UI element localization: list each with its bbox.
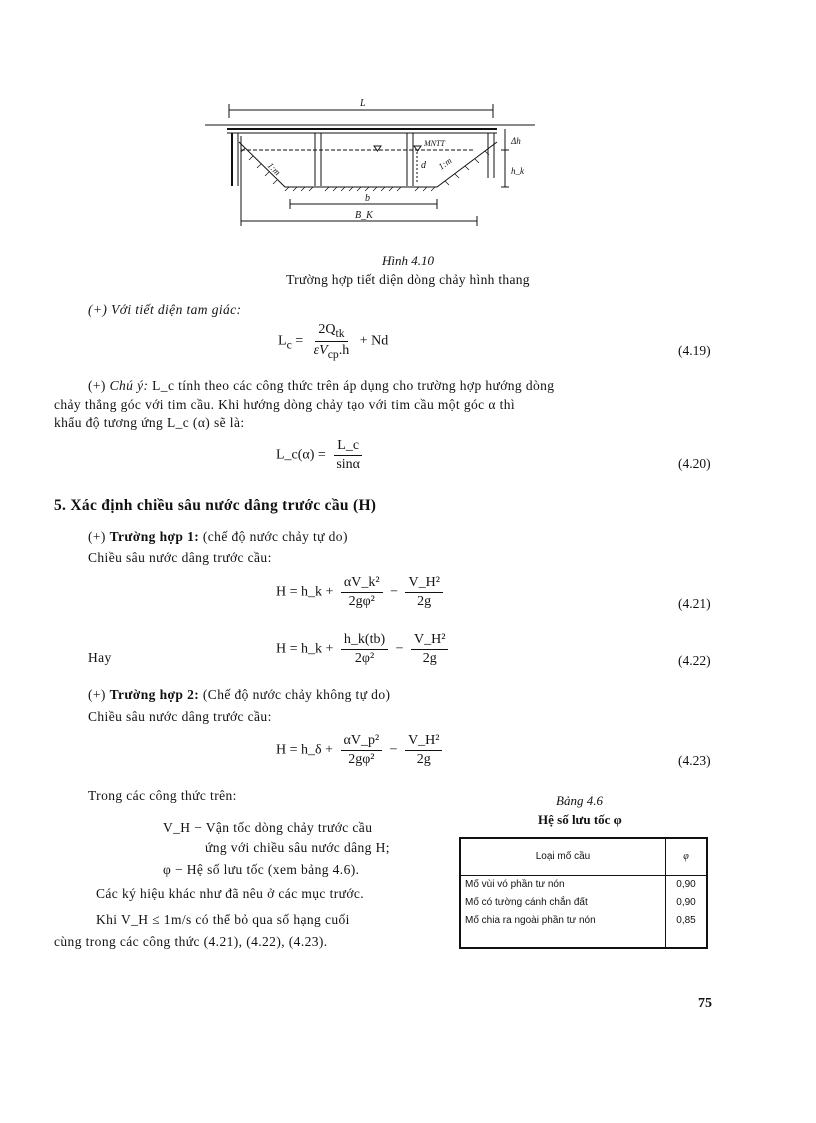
equation-number: (4.23): [678, 753, 711, 768]
legend-other: Các ký hiệu khác như đã nêu ở các mục trước.: [96, 886, 365, 901]
triangle-intro: (+) Với tiết diện tam giác:: [88, 302, 242, 317]
label-d: d: [421, 160, 426, 171]
label-slope-right: 1:m: [436, 155, 454, 172]
coefficient-table: [459, 837, 708, 949]
page-number: 75: [698, 996, 712, 1011]
label-mntt: MNTT: [424, 139, 445, 148]
table-title: Hệ số lưu tốc φ: [538, 812, 622, 827]
equation-number: (4.21): [678, 596, 711, 611]
label-hk: h_k: [511, 166, 524, 176]
label-slope-left: 1:m: [265, 160, 283, 178]
table-row: Mố vùi vó phần tư nón 0,90: [461, 875, 706, 893]
equation-4-19: $L_c$ = $\frac{2Q_{tk}}{\varepsilon V_{cp}.h}$ + Nd: [278, 322, 389, 361]
case-2-heading: (+) Trường hợp 2: (Chế độ nước chảy không tự do): [88, 687, 391, 702]
equation-4-20: L_c(α) = $\frac{L\_c}{\sin\alpha}$: [276, 438, 367, 473]
hay-label: Hay: [88, 650, 112, 665]
table-header-phi: φ: [666, 839, 707, 875]
label-b: b: [365, 193, 370, 204]
case-2-intro: Chiều sâu nước dâng trước cầu:: [88, 709, 272, 724]
table-row: Mố chia ra ngoài phần tư nón 0,85: [461, 911, 706, 929]
case-1-intro: Chiều sâu nước dâng trước cầu:: [88, 550, 272, 565]
figure-caption-text: Trường hợp tiết diện dòng chảy hình thang: [286, 272, 530, 287]
figure-caption-number: Hình 4.10: [382, 253, 434, 268]
legend-khi-line-1: Khi V_H ≤ 1m/s có thể bỏ qua số hạng cuối: [96, 912, 350, 927]
equation-number: (4.22): [678, 653, 711, 668]
section-5-title: 5. Xác định chiều sâu nước dâng trước cầu (H): [54, 497, 377, 514]
legend-intro: Trong các công thức trên:: [88, 788, 237, 803]
case-1-heading: (+) Trường hợp 1: (chế độ nước chảy tự do): [88, 529, 348, 544]
table-row: Mố có tường cánh chắn đất 0,90: [461, 893, 706, 911]
label-delta-h: Δh: [511, 136, 521, 146]
label-L: L: [360, 98, 366, 109]
legend-phi-line: φ − Hệ số lưu tốc (xem bảng 4.6).: [163, 862, 360, 877]
note-line-1: (+) Chú ý: L_c tính theo các công thức trên áp dụng cho trường hợp hướng dòng: [88, 378, 555, 393]
trapezoid-channel-figure: [205, 96, 535, 236]
note-line-2: chảy thẳng góc với tim cầu. Khi hướng dòng chảy tạo với tim cầu một góc α thì: [54, 397, 516, 412]
equation-4-22: H = h_k + $\frac{h\_k(tb)}{\text{2φ²}}$ − $\frac{\text{V\_H²}}{2g}$: [276, 632, 452, 667]
note-line-3: khẩu độ tương ứng L_c (α) sẽ là:: [54, 415, 245, 430]
equation-4-21: H = h_k + $\frac{\text{αV\_k²}}{\text{2gφ²}}$ − $\frac{\text{V\_H²}}{2g}$: [276, 575, 447, 610]
legend-khi-line-2: cùng trong các công thức (4.21), (4.22), (4.23).: [54, 934, 328, 949]
table-label: Bảng 4.6: [556, 793, 603, 808]
legend-vh-line-2: ứng với chiều sâu nước dâng H;: [205, 840, 390, 855]
equation-number: (4.19): [678, 343, 711, 358]
legend-vh-line-1: V_H − Vận tốc dòng chảy trước cầu: [163, 820, 373, 835]
equation-4-23: H = h_δ + $\frac{\text{αV\_p²}}{\text{2gφ²}}$ − $\frac{\text{V\_H²}}{2g}$: [276, 733, 446, 768]
label-bk: B_K: [355, 210, 373, 221]
equation-number: (4.20): [678, 456, 711, 471]
table-header-type: Loại mố cầu: [461, 839, 666, 875]
